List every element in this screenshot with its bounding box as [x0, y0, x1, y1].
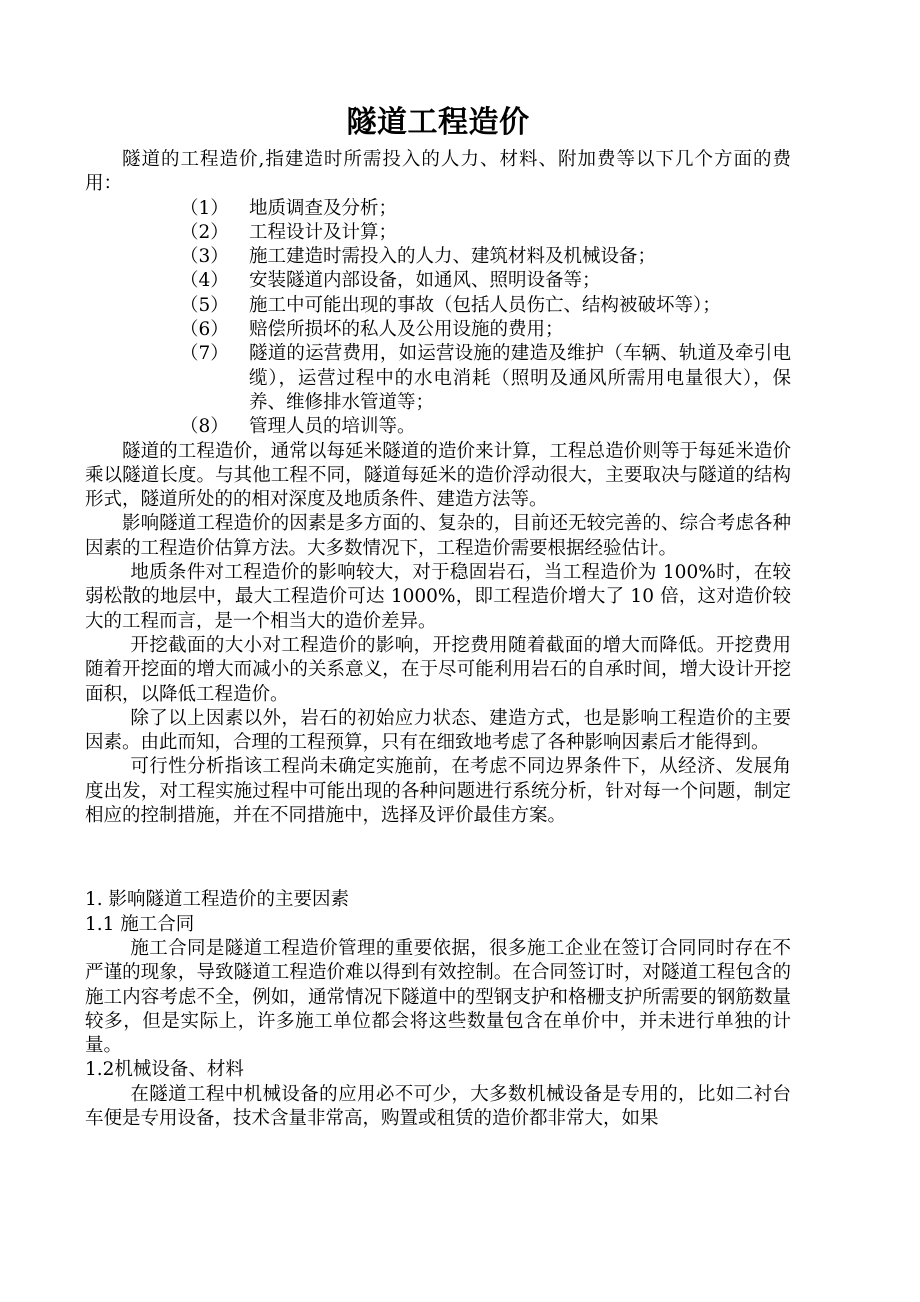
section-spacer: [85, 828, 791, 888]
list-item: [85, 415, 791, 439]
body-paragraph: 地质条件对工程造价的影响较大，对于稳固岩石，当工程造价为 100%时，在较弱松散的地层中，最大工程造价可达 1000%，即工程造价增大了 10 倍，这对造价较大的工程而言，是一个相当大的造价差异。: [85, 562, 791, 632]
list-item-marker: （8）: [180, 416, 229, 438]
list-item-marker: （2）: [180, 221, 229, 243]
list-item-text: 管理人员的培训等。: [249, 416, 416, 438]
list-item-marker: （4）: [180, 270, 229, 292]
body-paragraph: 可行性分析指该工程尚未确定实施前，在考虑不同边界条件下，从经济、发展角度出发，对工程实施过程中可能出现的各种问题进行系统分析，针对每一个问题，制定相应的控制措施，并在不同措施中，选择及评价最佳方案。: [85, 756, 791, 827]
subsection-body-1-1: 施工合同是隧道工程造价管理的重要依据，很多施工企业在签订合同同时存在不严谨的现象，导致隧道工程造价难以得到有效控制。在合同签订时，对隧道工程包含的施工内容考虑不全，例如，通常情况下隧道中的型钢支护和格栅支护所需要的钢筋数量较多，但是实际上，许多施工单位都会将这些数量包含在单价中，并未进行单独的计量。: [85, 937, 791, 1057]
list-item: [85, 342, 791, 415]
page-title: 隧道工程造价: [346, 105, 530, 140]
subsection-heading-1-2: 1.2机械设备、材料: [85, 1059, 244, 1081]
list-item: [85, 221, 791, 245]
body-paragraph: 影响隧道工程造价的因素是多方面的、复杂的，目前还无较完善的、综合考虑各种因素的工程造价估算方法。大多数情况下，工程造价需要根据经验估计。: [85, 513, 791, 559]
list-item-text: 施工建造时需投入的人力、建筑材料及机械设备；: [249, 246, 657, 268]
list-item-marker: （1）: [180, 197, 229, 219]
list-item-text: 地质调查及分析；: [249, 197, 398, 219]
body-paragraph: 除了以上因素以外，岩石的初始应力状态、建造方式，也是影响工程造价的主要因素。由此而知，合理的工程预算，只有在细致地考虑了各种影响因素后才能得到。: [85, 707, 791, 754]
section-heading-1: 1. 影响隧道工程造价的主要因素: [85, 889, 350, 911]
list-item-text: 工程设计及计算；: [249, 221, 398, 243]
subsection-heading-1-1: 1.1 施工合同: [85, 913, 195, 935]
list-item-text: 安装隧道内部设备，如通风、照明设备等；: [249, 270, 601, 292]
body-paragraph: 开挖截面的大小对工程造价的影响，开挖费用随着截面的增大而降低。开挖费用随着开挖面的增大而减小的关系意义，在于尽可能利用岩石的自承时间，增大设计开挖面积，以降低工程造价。: [85, 634, 791, 705]
intro-lead-paragraph: 隧道的工程造价,指建造时所需投入的人力、材料、附加费等以下几个方面的费用：: [85, 149, 791, 195]
list-item: [85, 294, 791, 318]
list-item: [85, 245, 791, 269]
document-content: [85, 0, 791, 1131]
list-item: [85, 197, 791, 221]
list-item-text: 施工中可能出现的事故（包括人员伤亡、结构被破坏等）；: [249, 294, 721, 316]
body-paragraph: 隧道的工程造价，通常以每延米隧道的造价来计算，工程总造价则等于每延米造价乘以隧道长度。与其他工程不同，隧道每延米的造价浮动很大，主要取决与隧道的结构形式，隧道所处的的相对深度及地质条件、建造方法等。: [85, 440, 791, 511]
list-item-text: 赔偿所损坏的私人及公用设施的费用；: [249, 319, 564, 341]
subsection-body-1-2: 在隧道工程中机械设备的应用必不可少，大多数机械设备是专用的，比如二衬台车便是专用设备，技术含量非常高，购置或租赁的造价都非常大，如果: [85, 1083, 791, 1129]
list-item-text: 隧道的运营费用，如运营设施的建造及维护（车辆、轨道及牵引电缆），运营过程中的水电消耗（照明及通风所需用电量很大），保养、维修排水管道等；: [249, 343, 791, 413]
list-item-marker: （6）: [180, 319, 229, 341]
list-item-marker: （3）: [180, 246, 229, 268]
list-item-marker: （5）: [180, 294, 229, 316]
list-item: [85, 269, 791, 293]
list-item: [85, 318, 791, 342]
cost-items-list: [85, 197, 791, 440]
list-item-marker: （7）: [180, 343, 229, 365]
